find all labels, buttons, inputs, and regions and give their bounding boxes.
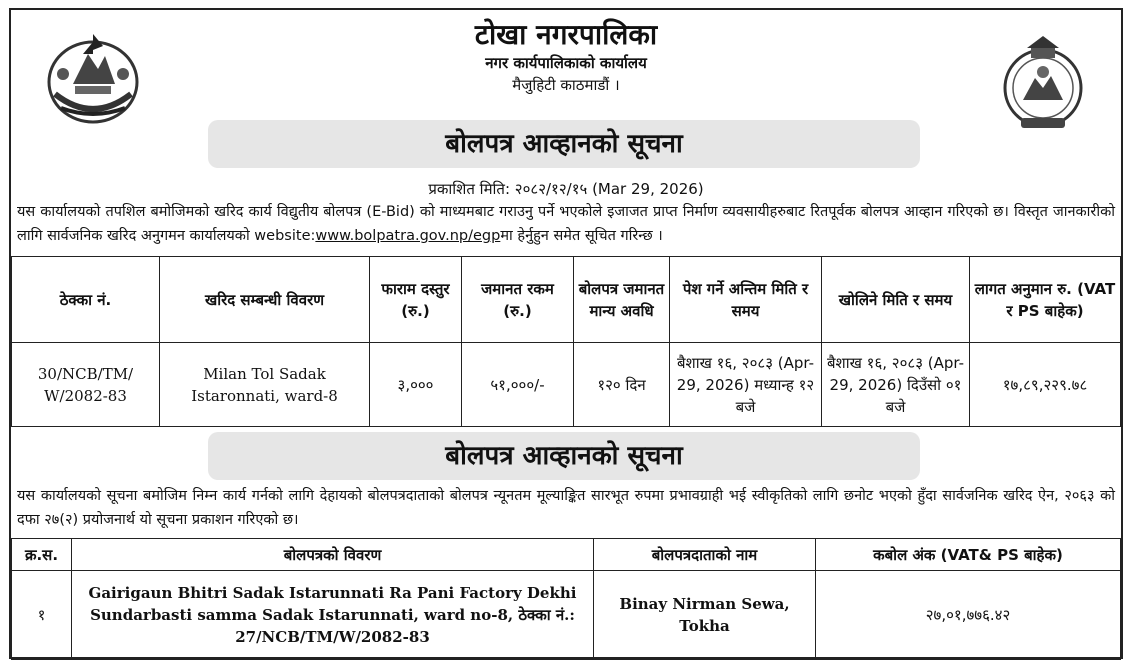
office-name: नगर कार्यपालिकाको कार्यालय (485, 54, 647, 72)
header (11, 18, 1121, 96)
notice-page (9, 8, 1123, 659)
serial-number: १ (12, 571, 72, 660)
bidder-name: Binay Nirman Sewa, Tokha (594, 571, 816, 660)
award-table-header (12, 539, 1121, 571)
col-sn: क्र.स. (12, 539, 72, 571)
col-contract-no: ठेक्का नं. (12, 257, 160, 343)
col-estimate: लागत अनुमान रु. (VAT र PS बाहेक) (970, 257, 1121, 343)
col-opening: खोलिने मिति र समय (822, 257, 970, 343)
tender-paragraph-end: मा हेर्नुहुन समेत सूचित गरिन्छ । (500, 228, 663, 244)
col-security: जमानत रकम (रु.) (462, 257, 574, 343)
opening-date: बैशाख १६, २०८३ (Apr-29, 2026) दिउँसो ०१ बजे (822, 343, 970, 427)
award-notice-banner: बोलपत्र आव्हानको सूचना (208, 432, 920, 480)
col-description: खरिद सम्बन्धी विवरण (160, 257, 370, 343)
bid-amount: २७,०१,७७६.४२ (816, 571, 1121, 660)
contract-no: 30/NCB/TM/ W/2082-83 (12, 343, 160, 427)
table-row (12, 571, 1121, 660)
bid-description: Gairigaun Bhitri Sadak Istarunnati Ra Pani Factory Dekhi Sundarbasti samma Sadak Istarunnati, ward no-8, ठेक्का नं.: 27/NCB/TM/W/2082-83 (72, 571, 594, 660)
table-row (12, 343, 1121, 427)
form-fee: ३,००० (370, 343, 462, 427)
office-address: मैजुहिटी काठमाडौं । (512, 76, 620, 94)
tender-table (11, 256, 1121, 427)
tender-table-header (12, 257, 1121, 343)
published-date: प्रकाशित मिति: २०८२/१२/१५ (Mar 29, 2026) (428, 180, 704, 198)
cost-estimate: १७,८९,२२९.७८ (970, 343, 1121, 427)
col-bid-amount: कबोल अंक (VAT& PS बाहेक) (816, 539, 1121, 571)
security-amount: ५१,०००/- (462, 343, 574, 427)
work-description: Milan Tol Sadak Istaronnati, ward-8 (160, 343, 370, 427)
col-form-fee: फाराम दस्तुर (रु.) (370, 257, 462, 343)
col-bidder: बोलपत्रदाताको नाम (594, 539, 816, 571)
award-table (11, 538, 1121, 660)
tender-notice-banner: बोलपत्र आव्हानको सूचना (208, 120, 920, 168)
col-validity: बोलपत्र जमानत मान्य अवधि (574, 257, 670, 343)
bolpatra-link[interactable]: www.bolpatra.gov.np/egp (315, 228, 501, 244)
col-bid-description: बोलपत्रको विवरण (72, 539, 594, 571)
col-submission: पेश गर्ने अन्तिम मिति र समय (670, 257, 822, 343)
municipality-title: टोखा नगरपालिका (474, 18, 658, 51)
tender-paragraph-text: यस कार्यालयको तपशिल बमोजिमको खरिद कार्य विद्युतीय बोलपत्र (E-Bid) को माध्यमबाट गराउनु पर्ने भएकोले इजाजत प्राप्त निर्माण व्यवसायीहरुबाट रितपूर्वक बोलपत्र आव्हान गरिएको छ। विस्तृत जानकारीको लागि सार्वजनिक खरिद अनुगमन कार्यालयको website: (17, 204, 1115, 244)
tender-paragraph (17, 200, 1115, 248)
validity-period: १२० दिन (574, 343, 670, 427)
award-paragraph: यस कार्यालयको सूचना बमोजिम निम्न कार्य गर्नको लागि देहायको बोलपत्रदाताको बोलपत्र न्यूनतम मूल्याङ्कित सारभूत रुपमा प्रभावग्राही भई स्वीकृतिको लागि छनोट भएको हुँदा सार्वजनिक खरिद ऐन, २०६३ को दफा २७(२) प्रयोजनार्थ यो सूचना प्रकाशन गरिएको छ। (17, 488, 1115, 528)
submission-deadline: बैशाख १६, २०८३ (Apr-29, 2026) मध्यान्ह १२ बजे (670, 343, 822, 427)
